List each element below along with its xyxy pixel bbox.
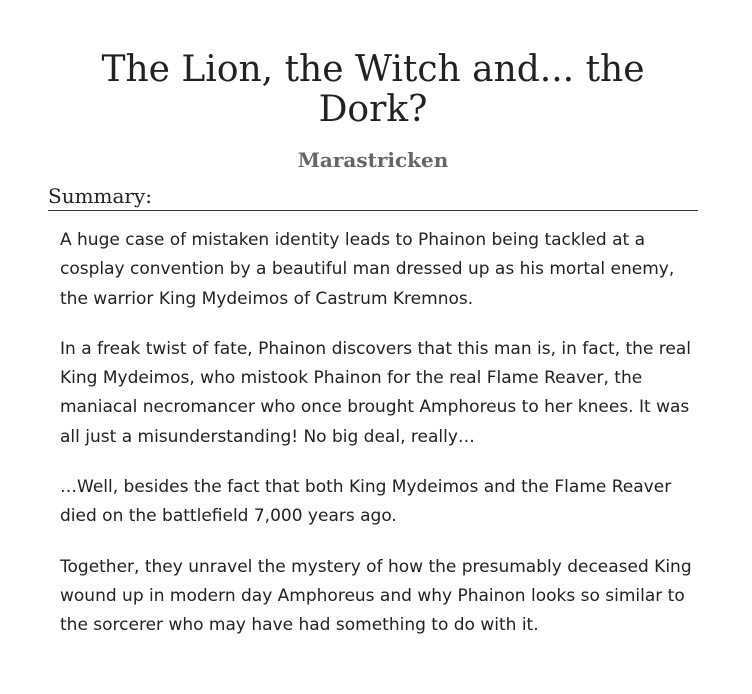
summary-body: [60, 226, 700, 662]
summary-paragraph-1: A huge case of mistaken identity leads to Phainon being tackled at a cosplay convention by a beautiful man dressed up as his mortal enemy, the warrior King Mydeimos of Castrum Kremnos.: [60, 230, 675, 309]
summary-paragraph-3: …Well, besides the fact that both King Mydeimos and the Flame Reaver died on the battlefield 7,000 years ago.: [60, 477, 672, 527]
work-title: The Lion, the Witch and... the Dork?: [101, 49, 645, 130]
summary-paragraph-2: In a freak twist of fate, Phainon discovers that this man is, in fact, the real King Mydeimos, who mistook Phainon for the real Flame Reaver, the maniacal necromancer who once brought Amphoreus to her knees. It was all just a misunderstanding! No big deal, really…: [60, 338, 692, 447]
work-author[interactable]: Marastricken: [297, 148, 449, 172]
summary-paragraph-4: Together, they unravel the mystery of how the presumably deceased King wound up in modern day Amphoreus and why Phainon looks so similar to the sorcerer who may have had something to do with it.: [60, 556, 692, 636]
summary-heading: Summary:: [48, 183, 698, 211]
